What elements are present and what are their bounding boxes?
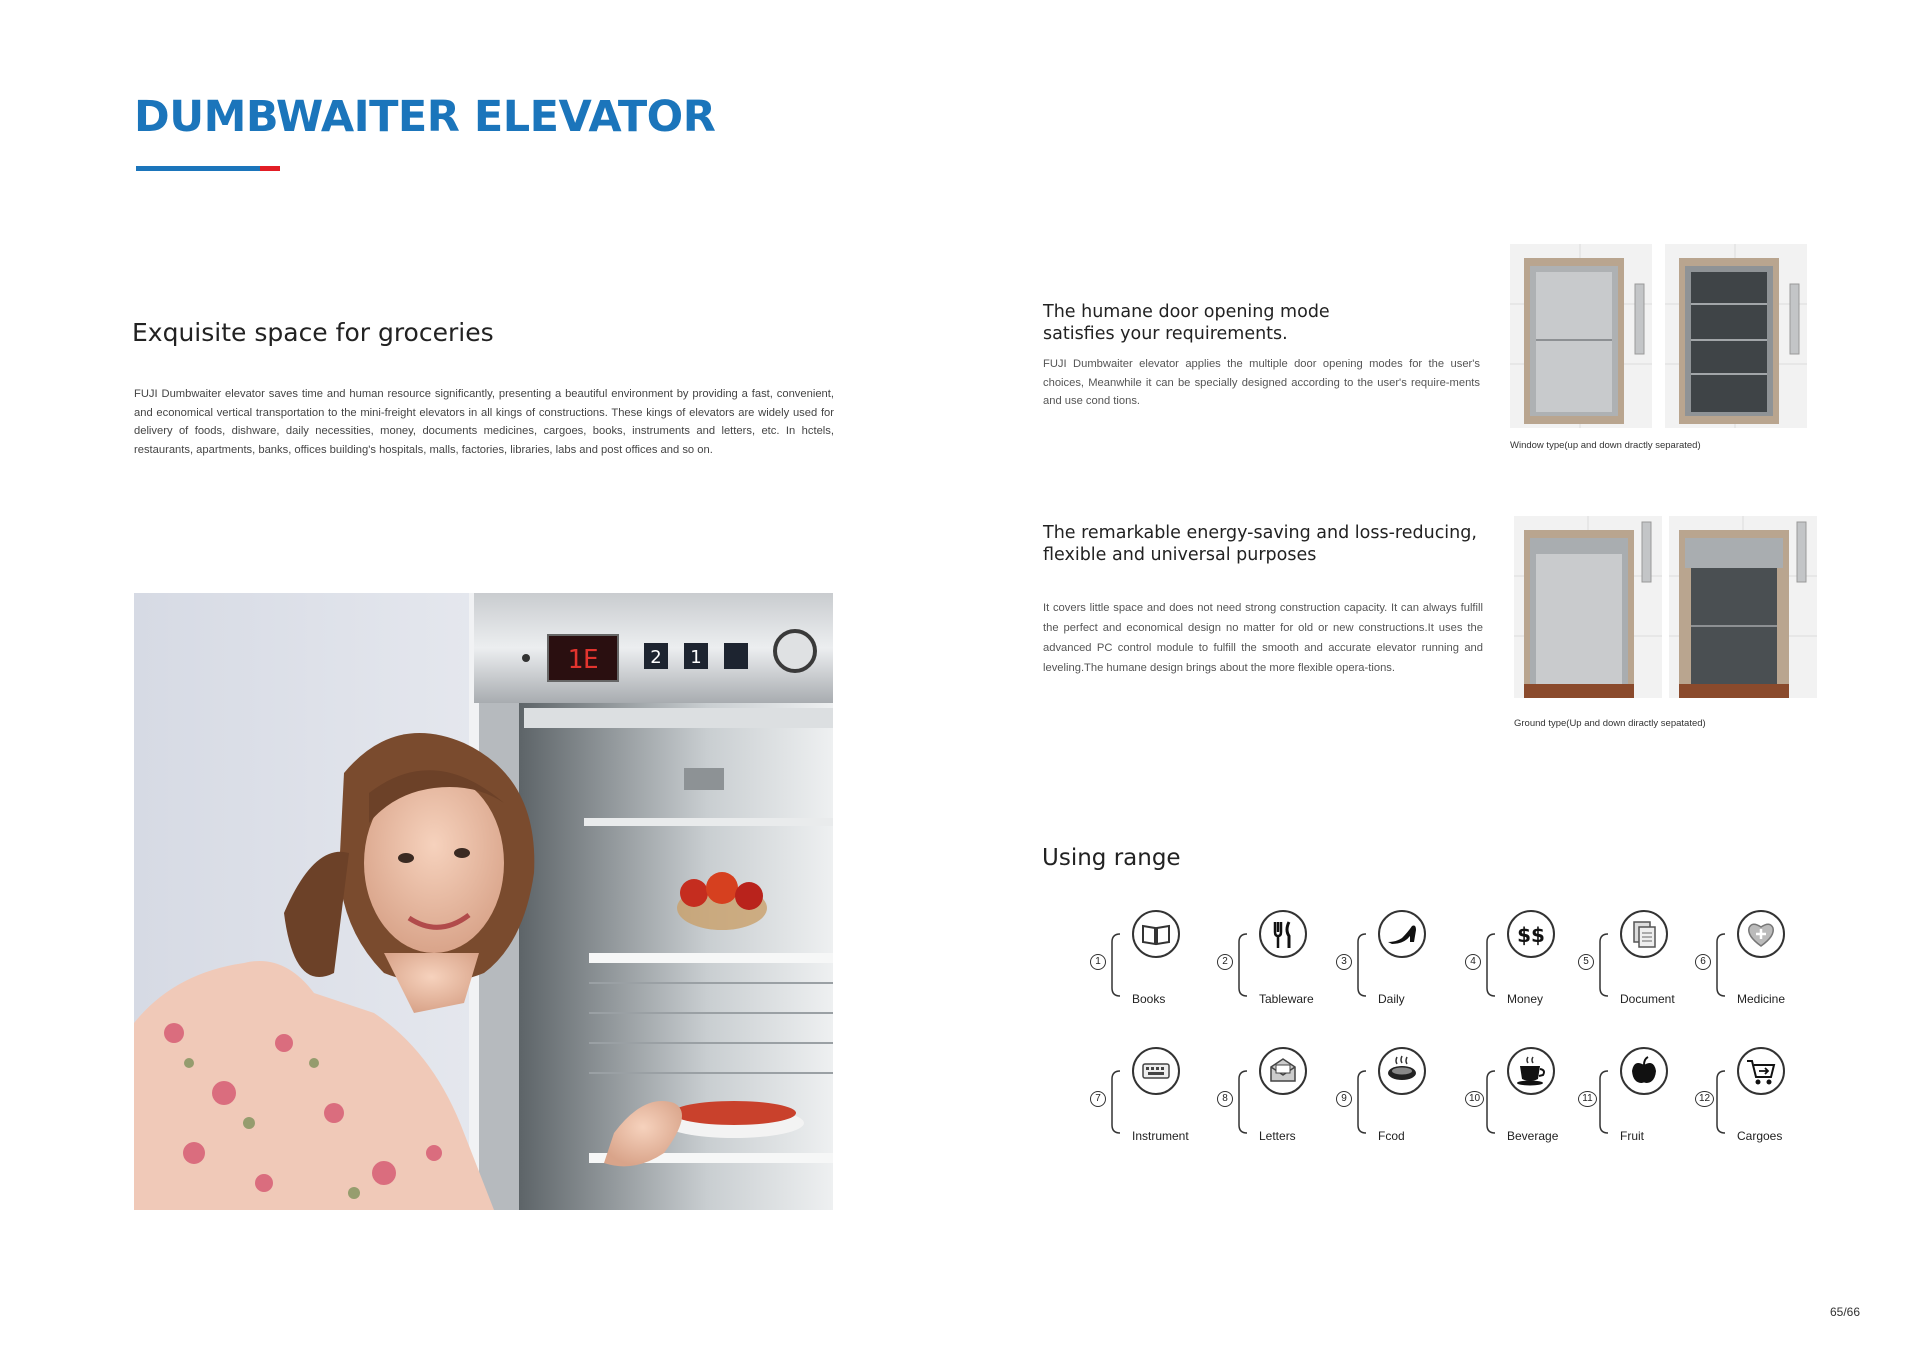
apple-icon: [1620, 1047, 1668, 1095]
range-item-number: 5: [1578, 954, 1594, 970]
range-item-document: [1578, 910, 1688, 1020]
range-bracket: [1599, 1069, 1609, 1135]
range-item-money: [1465, 910, 1575, 1020]
svg-text:1: 1: [690, 647, 702, 668]
range-bracket: [1111, 932, 1121, 998]
range-bracket: [1486, 932, 1496, 998]
energy-body: It covers little space and does not need strong construction capacity. It can always fulfill the perfect and economical design no matter for old or new constructions.It uses the advanced PC control module to fulfill the smooth and accurate elevator running and leveling.The humane design brings about the more flexible opera-tions.: [1043, 602, 1483, 674]
range-item-label: Books: [1132, 992, 1166, 1006]
window-type-photo-closed: [1510, 244, 1652, 428]
range-item-tableware: [1217, 910, 1327, 1020]
envelope-icon: [1259, 1047, 1307, 1095]
door-mode-heading-line1: The humane door opening mode: [1043, 302, 1330, 322]
range-item-fruit: [1578, 1047, 1688, 1157]
ground-type-photo-open: [1669, 516, 1817, 698]
range-item-label: Fcod: [1378, 1129, 1405, 1143]
door-mode-body: FUJI Dumbwaiter elevator applies the multiple door opening modes for the user's choices, Meanwhile it can be specially designed according to the user's require-ments and use cond tions.: [1043, 358, 1480, 407]
range-item-label: Tableware: [1259, 992, 1314, 1006]
tableware-icon: [1259, 910, 1307, 958]
range-item-daily: [1336, 910, 1446, 1020]
range-item-letters: [1217, 1047, 1327, 1157]
svg-text:2: 2: [650, 647, 662, 668]
keyboard-icon: [1132, 1047, 1180, 1095]
range-item-number: 12: [1695, 1091, 1714, 1107]
range-item-label: Cargoes: [1737, 1129, 1783, 1143]
door-mode-heading: [1043, 301, 1330, 345]
range-item-number: 10: [1465, 1091, 1484, 1107]
range-bracket: [1486, 1069, 1496, 1135]
range-item-number: 6: [1695, 954, 1711, 970]
range-item-label: Daily: [1378, 992, 1405, 1006]
range-item-number: 1: [1090, 954, 1106, 970]
page-title: DUMBWAITER ELEVATOR: [134, 92, 716, 142]
range-item-number: 2: [1217, 954, 1233, 970]
range-item-food: [1336, 1047, 1446, 1157]
range-bracket: [1238, 1069, 1248, 1135]
window-type-photo-open: [1665, 244, 1807, 428]
range-bracket: [1357, 932, 1367, 998]
range-item-number: 7: [1090, 1091, 1106, 1107]
cart-icon: [1737, 1047, 1785, 1095]
range-item-cargoes: [1695, 1047, 1805, 1157]
range-item-beverage: [1465, 1047, 1575, 1157]
range-bracket: [1238, 932, 1248, 998]
range-item-number: 8: [1217, 1091, 1233, 1107]
range-item-label: Money: [1507, 992, 1544, 1006]
groceries-heading: Exquisite space for groceries: [132, 318, 494, 347]
book-icon: [1132, 910, 1180, 958]
range-bracket: [1357, 1069, 1367, 1135]
range-item-number: 11: [1578, 1091, 1597, 1107]
page-number: 65/66: [1830, 1305, 1861, 1319]
shoe-icon: [1378, 910, 1426, 958]
energy-heading-line2: flexible and universal purposes: [1043, 545, 1317, 565]
range-item-label: Fruit: [1620, 1129, 1644, 1143]
title-underline-red: [260, 166, 280, 171]
svg-text:$$: $$: [1517, 923, 1545, 947]
window-type-caption: Window type(up and down dractly separated): [1510, 440, 1701, 451]
energy-heading-line1: The remarkable energy-saving and loss-reducing,: [1043, 523, 1477, 543]
heart-plus-icon: [1737, 910, 1785, 958]
range-bracket: [1599, 932, 1609, 998]
range-item-instrument: [1090, 1047, 1200, 1157]
range-item-label: Document: [1620, 992, 1675, 1006]
range-item-label: Instrument: [1132, 1129, 1189, 1143]
ground-type-caption: Ground type(Up and down diractly sepatated): [1514, 718, 1706, 729]
money-icon: [1507, 910, 1555, 958]
range-item-medicine: [1695, 910, 1805, 1020]
groceries-body: FUJI Dumbwaiter elevator saves time and human resource significantly, presenting a beautiful environment by providing a fast, convenient, and economical vertical transportation to the mini-freight elevators in all kings of constructions. These kings of elevators are widely used for delivery of foods, dishware, daily necessities, money, documents medicines, cargoes, books, instruments and letters, etc. In hctels, restaurants, apartments, banks, offices building's hospitals, malls, factories, libraries, labs and post offices and so on.: [134, 388, 834, 456]
range-item-label: Medicine: [1737, 992, 1786, 1006]
title-underline-blue: [136, 166, 260, 171]
using-range-heading: Using range: [1042, 845, 1181, 871]
energy-heading: [1043, 522, 1477, 566]
range-item-number: 3: [1336, 954, 1352, 970]
hero-photo-woman-dumbwaiter: [134, 593, 833, 1210]
coffee-cup-icon: [1507, 1047, 1555, 1095]
food-bowl-icon: [1378, 1047, 1426, 1095]
range-bracket: [1716, 1069, 1726, 1135]
range-item-number: 4: [1465, 954, 1481, 970]
range-item-label: Letters: [1259, 1129, 1296, 1143]
range-bracket: [1716, 932, 1726, 998]
range-bracket: [1111, 1069, 1121, 1135]
document-icon: [1620, 910, 1668, 958]
door-mode-heading-line2: satisfies your requirements.: [1043, 324, 1288, 344]
title-underline: [136, 166, 280, 171]
range-item-label: Beverage: [1507, 1129, 1559, 1143]
range-item-number: 9: [1336, 1091, 1352, 1107]
svg-text:1E: 1E: [567, 645, 599, 675]
ground-type-photo-closed: [1514, 516, 1662, 698]
range-item-books: [1090, 910, 1200, 1020]
